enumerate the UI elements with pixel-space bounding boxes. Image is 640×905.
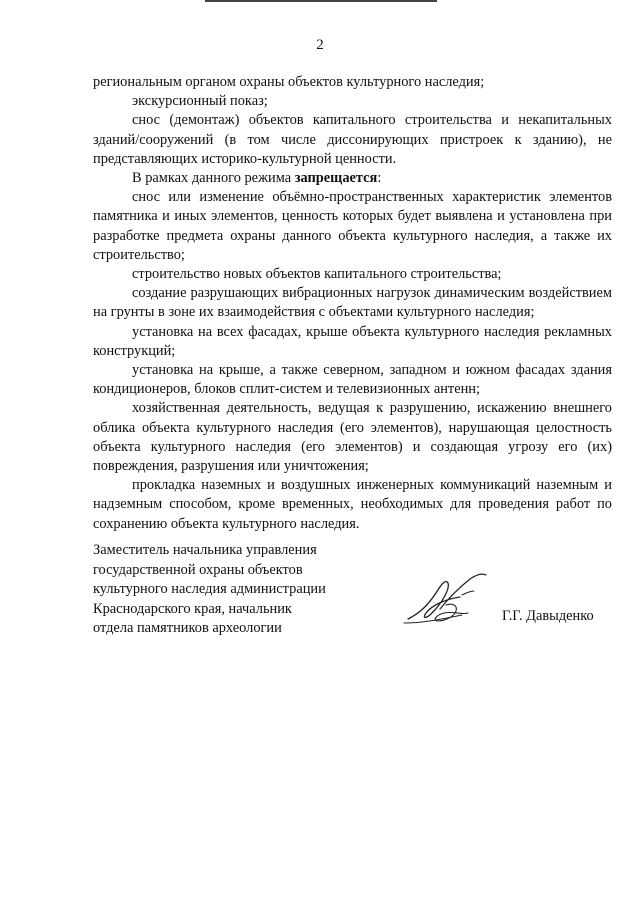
paragraph-vibration: создание разрушающих вибрационных нагрузок динамическим воздействием на грунты в зоне их взаимодействия с объектами культурного наследия; (93, 285, 612, 321)
paragraph-continuation: региональным органом охраны объектов культурного наследия; (93, 74, 485, 90)
signature-block (93, 541, 326, 639)
handwritten-signature (402, 569, 494, 629)
paragraph-volume-change: снос или изменение объёмно-пространственных характеристик элементов памятника и иных элементов, ценность которых будет выявлена и установлена при разработке предмета охраны данного объекта культурного наследия, а также их строительство; (93, 189, 612, 263)
page-number: 2 (316, 37, 324, 53)
paragraph-excursion: экскурсионный показ; (132, 93, 268, 110)
signer-name: Г.Г. Давыденко (502, 608, 594, 624)
signer-title-line: Краснодарского края, начальник (93, 600, 292, 617)
paragraph-advertising: установка на всех фасадах, крыше объекта культурного наследия рекламных конструкций; (93, 323, 612, 359)
signer-title-line: отдела памятников археологии (93, 620, 282, 637)
paragraph-economic-activity: хозяйственная деятельность, ведущая к разрушению, искажению внешнего облика объекта культурного наследия (его элементов), нарушающая целостность объекта культурного наследия (его элементов) и создающая угрозу его (их) повреждения, разрушения или уничтожения; (93, 400, 612, 475)
paragraph-air-conditioners: установка на крыше, а также северном, западном и южном фасадах здания кондиционеров, блоков сплит-систем и телевизионных антенн; (93, 362, 612, 398)
paragraph-demolition: снос (демонтаж) объектов капитального строительства и некапитальных зданий/сооружений (в том числе диссонирующих пристроек к зданию), не представляющих историко-культурной ценности. (93, 112, 612, 167)
prohibited-intro-text: В рамках данного режима (132, 170, 295, 187)
paragraph-utilities: прокладка наземных и воздушных инженерных коммуникаций наземным и надземным способом, кроме временных, необходимых для проведения работ по сохранению объекта культурного наследия. (93, 477, 612, 532)
signer-title-line: Заместитель начальника управления (93, 542, 317, 558)
top-rule (205, 0, 437, 2)
document-body (93, 73, 612, 534)
prohibited-keyword: запрещается (294, 170, 378, 187)
signer-title-line: культурного наследия администрации (93, 581, 326, 598)
paragraph-new-construction: строительство новых объектов капитального строительства; (132, 266, 502, 283)
prohibited-intro-colon: : (377, 170, 382, 187)
signer-title-line: государственной охраны объектов (93, 561, 303, 578)
paragraph-prohibited-intro (93, 169, 612, 188)
